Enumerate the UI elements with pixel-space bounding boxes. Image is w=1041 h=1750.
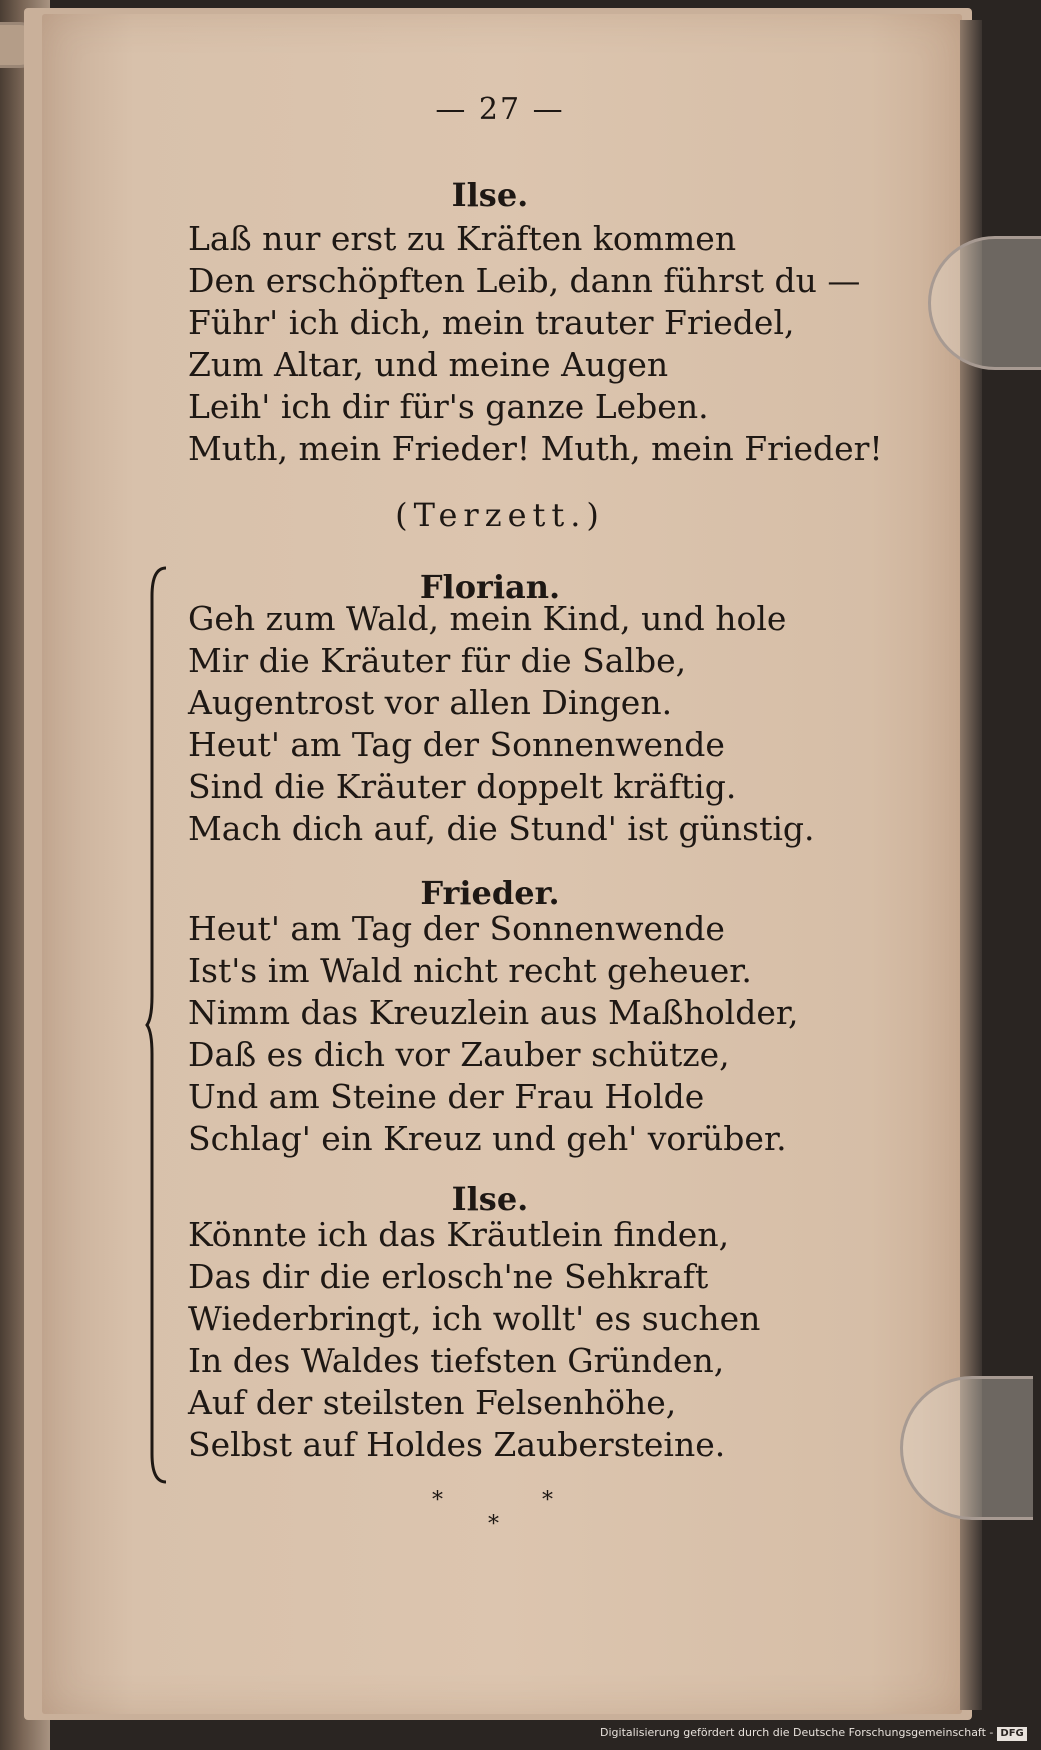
ornament-star: * bbox=[488, 1512, 499, 1537]
speaker-florian: Florian. bbox=[419, 568, 561, 606]
verse-line: Den erschöpften Leib, dann führst du — bbox=[188, 261, 861, 300]
speaker-ilse: Ilse. bbox=[451, 176, 529, 214]
verse-line: Auf der steilsten Felsenhöhe, bbox=[188, 1383, 677, 1422]
verse-line: Heut' am Tag der Sonnenwende bbox=[188, 725, 725, 764]
verse-line: In des Waldes tiefsten Gründen, bbox=[188, 1341, 725, 1380]
verse-line: Leih' ich dir für's ganze Leben. bbox=[188, 387, 709, 426]
page-number: — 27 — bbox=[435, 92, 565, 127]
verse-line: Daß es dich vor Zauber schütze, bbox=[188, 1035, 730, 1074]
verse-line: Und am Steine der Frau Holde bbox=[188, 1077, 705, 1116]
verse-ilse-2 bbox=[188, 1214, 760, 1466]
verse-line: Schlag' ein Kreuz und geh' vorüber. bbox=[188, 1119, 787, 1158]
verse-line: Muth, mein Frieder! Muth, mein Frieder! bbox=[188, 429, 883, 468]
verse-line: Ist's im Wald nicht recht geheuer. bbox=[188, 951, 752, 990]
verse-line: Führ' ich dich, mein trauter Friedel, bbox=[188, 303, 795, 342]
bracket-brace bbox=[146, 566, 168, 1484]
verse-line: Mach dich auf, die Stund' ist günstig. bbox=[188, 809, 815, 848]
verse-line: Das dir die erlosch'ne Sehkraft bbox=[188, 1257, 709, 1296]
verse-line: Selbst auf Holdes Zaubersteine. bbox=[188, 1425, 726, 1464]
verse-ilse-1 bbox=[188, 218, 883, 470]
verse-line: Könnte ich das Kräutlein finden, bbox=[188, 1215, 730, 1254]
speaker-frieder: Frieder. bbox=[420, 874, 560, 912]
digitization-credit bbox=[600, 1722, 1024, 1744]
verse-line: Laß nur erst zu Kräften kommen bbox=[188, 219, 737, 258]
verse-line: Wiederbringt, ich wollt' es suchen bbox=[188, 1299, 761, 1338]
section-heading-terzett: (Terzett.) bbox=[395, 496, 605, 534]
verse-line: Zum Altar, und meine Augen bbox=[188, 345, 669, 384]
verse-line: Heut' am Tag der Sonnenwende bbox=[188, 909, 725, 948]
verse-line: Mir die Kräuter für die Salbe, bbox=[188, 641, 687, 680]
verse-frieder bbox=[188, 908, 799, 1160]
footer-text: Digitalisierung gefördert durch die Deutsche Forschungsgemeinschaft - bbox=[600, 1726, 994, 1739]
speaker-ilse-2: Ilse. bbox=[451, 1180, 529, 1218]
verse-line: Geh zum Wald, mein Kind, und hole bbox=[188, 599, 787, 638]
dfg-logo: DFG bbox=[997, 1727, 1026, 1741]
verse-line: Nimm das Kreuzlein aus Maßholder, bbox=[188, 993, 799, 1032]
ornament-star: * bbox=[542, 1488, 553, 1513]
verse-line: Augentrost vor allen Dingen. bbox=[188, 683, 673, 722]
verse-line: Sind die Kräuter doppelt kräftig. bbox=[188, 767, 737, 806]
page-clip-bottom bbox=[900, 1376, 1033, 1520]
verse-florian bbox=[188, 598, 815, 850]
ornament-star: * bbox=[432, 1488, 443, 1513]
